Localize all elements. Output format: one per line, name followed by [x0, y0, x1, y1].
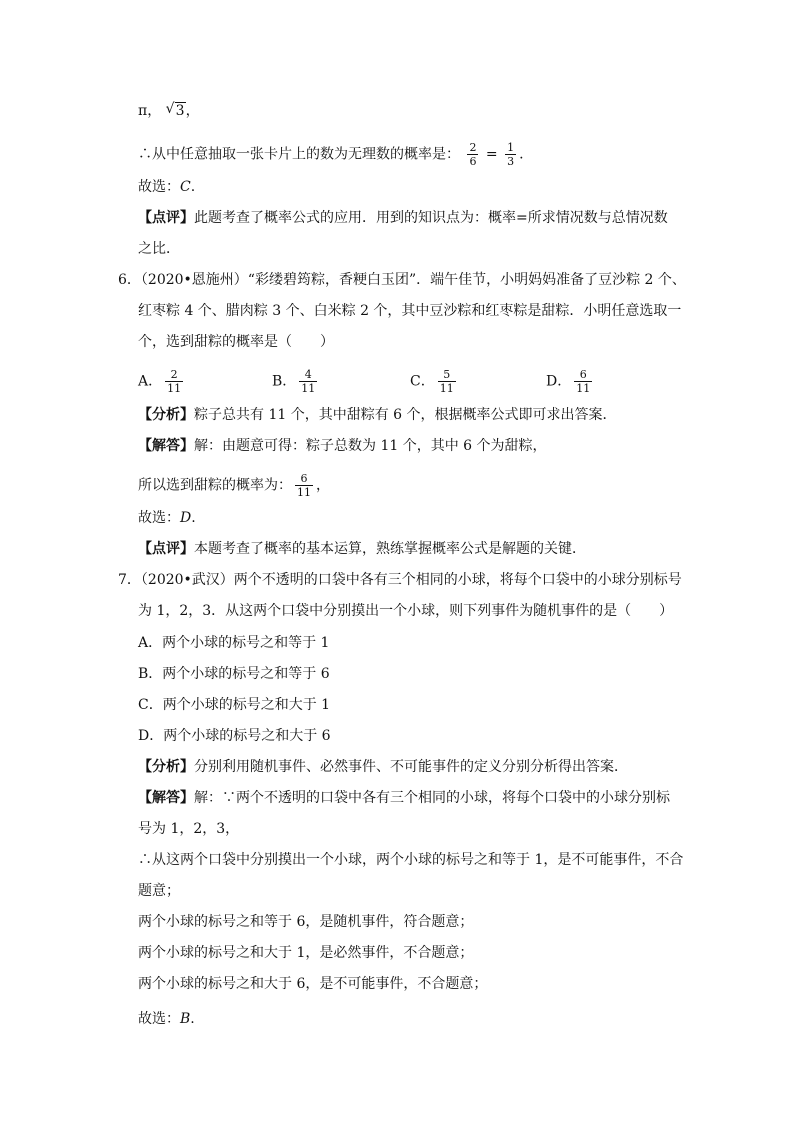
- q5-choose-line: 故选：C.: [138, 179, 196, 195]
- q6-stem-line2: 红枣粽 4 个、腊肉粽 3 个、白米粽 2 个，其中豆沙粽和红枣粽是甜粽．小明任意选取一: [138, 303, 682, 319]
- solution-tag: 【解答】: [138, 438, 194, 454]
- q5-comment-line2: 之比．: [138, 241, 180, 257]
- comment-tag: 【点评】: [138, 541, 194, 557]
- q7-option-c: C．两个小球的标号之和大于 1: [138, 697, 331, 713]
- q7-solution-line1: 【解答】解：∵两个不透明的口袋中各有三个相同的小球，将每个口袋中的小球分别标: [138, 790, 670, 806]
- q7-solution-line2: 号为 1，2，3，: [138, 821, 240, 837]
- q6-analysis: 【分析】粽子总共有 11 个，其中甜粽有 6 个，根据概率公式即可求出答案．: [138, 407, 617, 423]
- q7-solution-line6: 两个小球的标号之和大于 1，是必然事件，不合题意；: [138, 945, 474, 961]
- sqrt-arg: 3: [175, 103, 185, 119]
- q6-answer: D: [180, 510, 192, 526]
- q7-solution-line7: 两个小球的标号之和大于 6，是不可能事件，不合题意；: [138, 976, 488, 992]
- option-d-fraction: $\frac{6}{11}$: [576, 368, 591, 395]
- q7-answer: B: [180, 1011, 191, 1027]
- option-a-fraction: $\frac{2}{11}$: [167, 368, 182, 395]
- q6-option-b: B． $\frac{4}{11}$: [272, 368, 316, 395]
- equals-sign: =: [485, 146, 498, 163]
- comma: ，: [185, 103, 200, 119]
- q5-probability-text: ∴从中任意抽取一张卡片上的数为无理数的概率是：: [138, 146, 460, 163]
- q5-probability-line: ∴从中任意抽取一张卡片上的数为无理数的概率是： $\frac{2}{6}$ = $\frac{1}{3}$ .: [138, 141, 524, 168]
- solution-fraction: $\frac{6}{11}$: [297, 472, 311, 499]
- q7-solution-line4: 题意；: [138, 883, 180, 899]
- q5-line-pi-sqrt: [138, 101, 200, 121]
- q7-solution-line5: 两个小球的标号之和等于 6，是随机事件，符合题意；: [138, 914, 474, 930]
- q7-option-d: D．两个小球的标号之和大于 6: [138, 728, 331, 744]
- pi-text: π，: [138, 103, 162, 119]
- option-b-fraction: $\frac{4}{11}$: [301, 368, 316, 395]
- q7-solution-line3: ∴从这两个口袋中分别摸出一个小球，两个小球的标号之和等于 1，是不可能事件，不合: [138, 852, 684, 868]
- q7-analysis: 【分析】分别利用随机事件、必然事件、不可能事件的定义分别分析得出答案．: [138, 759, 628, 775]
- solution-tag: 【解答】: [138, 790, 194, 806]
- q6-option-d: D． $\frac{6}{11}$: [546, 368, 591, 395]
- q6-stem-line1: 6．（2020•恩施州）“彩缕碧筠粽，香粳白玉团”．端午佳节，小明妈妈准备了豆沙粽 2 个、: [118, 272, 686, 288]
- option-c-fraction: $\frac{5}{11}$: [439, 368, 454, 395]
- q7-choose-line: 故选：B.: [138, 1011, 195, 1027]
- q7-stem-line1: 7．（2020•武汉）两个不透明的口袋中各有三个相同的小球，将每个口袋中的小球分别标号: [118, 572, 682, 588]
- q5-answer: C: [180, 179, 191, 195]
- analysis-tag: 【分析】: [138, 759, 194, 775]
- q6-option-c: C． $\frac{5}{11}$: [410, 368, 454, 395]
- q6-solution-line2: 所以选到甜粽的概率为： $\frac{6}{11}$ ，: [138, 472, 330, 499]
- comment-tag: 【点评】: [138, 210, 194, 226]
- q6-option-a: A． $\frac{2}{11}$: [138, 368, 182, 395]
- q6-solution-line1: 【解答】解：由题意可得：粽子总数为 11 个，其中 6 个为甜粽，: [138, 438, 547, 454]
- q7-option-a: A．两个小球的标号之和等于 1: [138, 635, 330, 651]
- q5-comment-line1: 【点评】此题考查了概率公式的应用．用到的知识点为：概率=所求情况数与总情况数: [138, 210, 668, 226]
- q7-stem-line2: 为 1，2，3．从这两个口袋中分别摸出一个小球，则下列事件为随机事件的是（ ）: [138, 603, 674, 619]
- fraction-1-3: $\frac{1}{3}$: [507, 141, 515, 168]
- sqrt-expression: √ 3: [165, 101, 185, 119]
- q6-comment: 【点评】本题考查了概率的基本运算，熟练掌握概率公式是解题的关键．: [138, 541, 586, 557]
- fraction-2-6: $\frac{2}{6}$: [469, 141, 477, 168]
- q7-option-b: B．两个小球的标号之和等于 6: [138, 666, 330, 682]
- q6-choose-line: 故选：D.: [138, 510, 196, 526]
- analysis-tag: 【分析】: [138, 407, 194, 423]
- q6-stem-line3: 个，选到甜粽的概率是（ ）: [138, 334, 334, 350]
